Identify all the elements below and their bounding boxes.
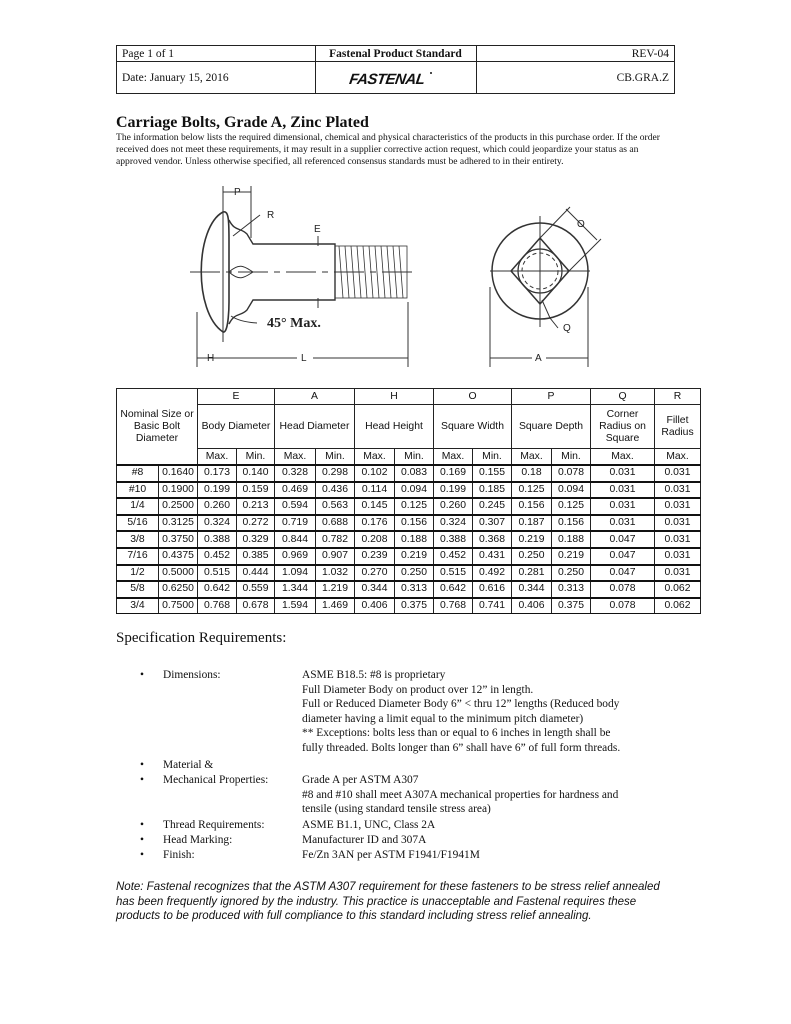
dimension-cell: 0.140 — [237, 465, 275, 482]
nominal-size-cell: 1/2 — [117, 565, 159, 582]
dimension-cell: 0.324 — [434, 515, 473, 532]
column-name: Head Diameter — [275, 405, 355, 449]
dimension-cell: 0.219 — [512, 531, 552, 548]
dimension-cell: 0.328 — [275, 465, 316, 482]
requirement-label: Finish: — [163, 849, 195, 861]
dimension-cell: 0.250 — [512, 548, 552, 565]
dimension-cell: 0.844 — [275, 531, 316, 548]
requirement-head-marking — [116, 833, 676, 848]
table-row — [117, 498, 701, 515]
dimension-cell: 0.250 — [395, 565, 434, 582]
dimension-cell: 0.688 — [316, 515, 355, 532]
column-name: Corner Radius on Square — [591, 405, 655, 449]
table-row — [117, 482, 701, 499]
dimension-cell: 0.239 — [355, 548, 395, 565]
dimension-cell: 0.031 — [655, 565, 701, 582]
dimension-cell: 0.375 — [395, 598, 434, 614]
requirement-line: fully threaded. Bolts longer than 6” shall have 6” of full form threads. — [302, 741, 621, 754]
dimension-cell: 0.559 — [237, 581, 275, 598]
dimension-cell: 0.298 — [316, 465, 355, 482]
dimension-cell: 0.452 — [198, 548, 237, 565]
intro-paragraph: The information below lists the required dimensional, chemical and physical characteristics of the products in this purchase order. If the order received does not meet these requirements, it may result in a supplier corrective action request, which could jeopardize your status as an approved vendor. Unless otherwise specified, all referenced consensus standards must be adhered to in their entirety. — [116, 132, 661, 168]
dimension-cell: 0.406 — [355, 598, 395, 614]
dimension-cell: 1.344 — [275, 581, 316, 598]
table-row — [117, 531, 701, 548]
dimension-cell: 1.094 — [275, 565, 316, 582]
column-name: Square Depth — [512, 405, 591, 449]
nominal-size-cell: 5/8 — [117, 581, 159, 598]
max-label: Max. — [512, 449, 552, 466]
dimension-cell: 0.515 — [198, 565, 237, 582]
svg-text:45° Max.: 45° Max. — [267, 316, 321, 331]
dimension-cell: 0.031 — [591, 465, 655, 482]
requirement-finish — [116, 848, 676, 863]
bolt-end-view-icon — [490, 207, 601, 367]
dimension-cell: 0.031 — [655, 548, 701, 565]
nominal-size-cell: #8 — [117, 465, 159, 482]
dimension-cell: 0.642 — [198, 581, 237, 598]
dimension-cell: 0.094 — [395, 482, 434, 499]
requirement-label: Thread Requirements: — [163, 819, 265, 831]
dimension-cell: 0.18 — [512, 465, 552, 482]
dimension-cell: 1.469 — [316, 598, 355, 614]
nominal-size-cell: 1/4 — [117, 498, 159, 515]
column-name: Head Height — [355, 405, 434, 449]
dimension-cell: 0.678 — [237, 598, 275, 614]
requirement-value: Fe/Zn 3AN per ASTM F1941/F1941M — [302, 849, 480, 861]
requirement-value — [302, 773, 702, 817]
dimension-cell: 0.388 — [198, 531, 237, 548]
dimension-cell: 0.078 — [552, 465, 591, 482]
dimension-cell: 0.047 — [591, 548, 655, 565]
dimension-cell: 0.368 — [473, 531, 512, 548]
requirement-line: Full or Reduced Diameter Body 6” < thru 12” lengths (Reduced body — [302, 698, 620, 711]
table-row — [117, 465, 701, 482]
dimension-cell: 0.031 — [591, 515, 655, 532]
dimension-cell: 0.5000 — [159, 565, 198, 582]
dimension-cell: 0.125 — [552, 498, 591, 515]
svg-text:Q: Q — [563, 323, 571, 334]
dimension-cell: 0.187 — [512, 515, 552, 532]
nominal-size-cell: 5/16 — [117, 515, 159, 532]
dimension-cell: 0.4375 — [159, 548, 198, 565]
dimension-cell: 0.768 — [198, 598, 237, 614]
dimension-cell: 0.324 — [198, 515, 237, 532]
dimension-cell: 0.444 — [237, 565, 275, 582]
requirement-mechanical — [116, 773, 676, 818]
requirement-value — [302, 668, 702, 756]
dimension-cell: 0.094 — [552, 482, 591, 499]
max-label: Max. — [355, 449, 395, 466]
dimension-cell: 0.969 — [275, 548, 316, 565]
dimension-cell: 0.281 — [512, 565, 552, 582]
dimension-cell: 0.199 — [198, 482, 237, 499]
specification-heading: Specification Requirements: — [116, 630, 287, 646]
column-letter: A — [275, 389, 355, 405]
requirement-line: ** Exceptions: bolts less than or equal to 6 inches in length shall be — [302, 727, 611, 740]
dimension-cell: 0.406 — [512, 598, 552, 614]
dimension-cell: 0.7500 — [159, 598, 198, 614]
bullet-icon: • — [140, 669, 144, 681]
dimension-cell: 0.642 — [434, 581, 473, 598]
svg-text:P: P — [234, 187, 241, 198]
dimension-cell: 0.375 — [552, 598, 591, 614]
column-letter: P — [512, 389, 591, 405]
dimension-cell: 0.616 — [473, 581, 512, 598]
requirement-label: Material & — [163, 759, 214, 771]
table-body — [117, 465, 701, 614]
nominal-size-cell: #10 — [117, 482, 159, 499]
column-letter: H — [355, 389, 434, 405]
requirement-line: Full Diameter Body on product over 12” in length. — [302, 683, 534, 696]
max-label: Max. — [275, 449, 316, 466]
header-divider — [117, 61, 674, 62]
page-number: Page 1 of 1 — [122, 48, 175, 60]
dimension-cell: 0.176 — [355, 515, 395, 532]
requirement-line: diameter having a limit equal to the minimum pitch diameter) — [302, 712, 584, 725]
dimension-cell: 0.1900 — [159, 482, 198, 499]
dimension-cell: 0.469 — [275, 482, 316, 499]
table-letter-row — [117, 389, 701, 405]
dimension-cell: 0.173 — [198, 465, 237, 482]
requirement-value: Manufacturer ID and 307A — [302, 834, 427, 846]
dimension-cell: 0.3750 — [159, 531, 198, 548]
nominal-size-cell: 3/4 — [117, 598, 159, 614]
dimension-cell: 0.169 — [434, 465, 473, 482]
dimension-cell: 0.260 — [198, 498, 237, 515]
requirement-dimensions — [116, 668, 676, 758]
svg-text:E: E — [314, 224, 321, 235]
dimension-cell: 1.219 — [316, 581, 355, 598]
nominal-size-cell: 7/16 — [117, 548, 159, 565]
svg-text:H: H — [207, 353, 215, 364]
dimension-cell: 0.329 — [237, 531, 275, 548]
dimension-cell: 1.032 — [316, 565, 355, 582]
dimension-cell: 0.1640 — [159, 465, 198, 482]
revision: REV-04 — [631, 48, 669, 60]
svg-text:FASTENAL: FASTENAL — [349, 71, 426, 88]
dimension-cell: 0.125 — [512, 482, 552, 499]
part-code: CB.GRA.Z — [616, 72, 669, 84]
dimension-cell: 0.213 — [237, 498, 275, 515]
document-title: Carriage Bolts, Grade A, Zinc Plated — [116, 114, 369, 131]
table-row — [117, 515, 701, 532]
document-date: Date: January 15, 2016 — [122, 72, 229, 84]
dimension-cell: 0.2500 — [159, 498, 198, 515]
requirement-thread — [116, 818, 676, 833]
dimension-cell: 0.062 — [655, 598, 701, 614]
min-label: Min. — [552, 449, 591, 466]
dimension-cell: 0.6250 — [159, 581, 198, 598]
svg-text:O: O — [577, 219, 585, 230]
dimension-cell: 0.388 — [434, 531, 473, 548]
dimension-cell: 0.125 — [395, 498, 434, 515]
column-name: Fillet Radius — [655, 405, 701, 449]
min-label: Min. — [395, 449, 434, 466]
dimension-cell: 0.563 — [316, 498, 355, 515]
dimension-cell: 0.313 — [395, 581, 434, 598]
svg-text:A: A — [535, 353, 542, 364]
dimension-cell: 0.078 — [591, 581, 655, 598]
dimension-cell: 0.768 — [434, 598, 473, 614]
min-label: Min. — [473, 449, 512, 466]
requirement-line: Grade A per ASTM A307 — [302, 774, 419, 786]
max-label: Max. — [198, 449, 237, 466]
bullet-icon: • — [140, 759, 144, 771]
dimension-cell: 0.114 — [355, 482, 395, 499]
dimension-cell: 0.436 — [316, 482, 355, 499]
dimension-cell: 0.156 — [552, 515, 591, 532]
dimension-cell: 0.156 — [395, 515, 434, 532]
dimension-cell: 0.344 — [512, 581, 552, 598]
bullet-icon: • — [140, 774, 144, 786]
dimension-cell: 0.313 — [552, 581, 591, 598]
dimension-cell: 0.185 — [473, 482, 512, 499]
dimension-cell: 0.719 — [275, 515, 316, 532]
dimension-cell: 0.515 — [434, 565, 473, 582]
dimension-cell: 0.188 — [552, 531, 591, 548]
dimension-cell: 0.741 — [473, 598, 512, 614]
dimension-cell: 0.307 — [473, 515, 512, 532]
dimension-cell: 0.594 — [275, 498, 316, 515]
bolt-side-view-icon — [190, 186, 415, 367]
column-letter: O — [434, 389, 512, 405]
dimension-cell: 0.145 — [355, 498, 395, 515]
dimension-cell: 0.102 — [355, 465, 395, 482]
max-label: Max. — [434, 449, 473, 466]
dimension-cell: 0.047 — [591, 565, 655, 582]
table-maxmin-row — [117, 449, 701, 466]
dimension-cell: 0.385 — [237, 548, 275, 565]
dimension-cell: 0.344 — [355, 581, 395, 598]
dimension-cell: 0.188 — [395, 531, 434, 548]
annealing-note: Note: Fastenal recognizes that the ASTM A307 requirement for these fasteners to be stress relief annealed has been frequently ignored by the industry. This practice is unacceptable and Fastenal requires these products to be produced with full compliance to this standard including stress relief annealing. — [116, 881, 660, 922]
table-row — [117, 581, 701, 598]
dimension-cell: 0.208 — [355, 531, 395, 548]
dimension-cell: 0.031 — [655, 515, 701, 532]
dimension-cell: 0.431 — [473, 548, 512, 565]
table-row — [117, 565, 701, 582]
dimension-cell: 0.031 — [655, 482, 701, 499]
dimension-cell: 0.062 — [655, 581, 701, 598]
dimension-cell: 0.031 — [655, 498, 701, 515]
nominal-size-cell: 3/8 — [117, 531, 159, 548]
standard-title: Fastenal Product Standard — [329, 48, 462, 60]
dimensions-table — [116, 388, 701, 614]
dimension-cell: 0.199 — [434, 482, 473, 499]
column-name: Body Diameter — [198, 405, 275, 449]
dimension-cell: 0.047 — [591, 531, 655, 548]
requirement-line: ASME B18.5: #8 is proprietary — [302, 669, 446, 681]
requirement-value: ASME B1.1, UNC, Class 2A — [302, 819, 436, 831]
requirement-label: Mechanical Properties: — [163, 774, 269, 786]
dimension-cell: 0.156 — [512, 498, 552, 515]
dimension-cell: 0.031 — [655, 465, 701, 482]
table-name-row — [117, 405, 701, 449]
dimension-cell: 0.452 — [434, 548, 473, 565]
dimension-cell: 0.219 — [552, 548, 591, 565]
max-label: Max. — [591, 449, 655, 466]
fastenal-logo — [349, 68, 433, 88]
dimension-cell: 0.782 — [316, 531, 355, 548]
dimension-cell: 0.907 — [316, 548, 355, 565]
dimension-cell: 0.492 — [473, 565, 512, 582]
dimension-cell: 0.159 — [237, 482, 275, 499]
requirement-line: tensile (using standard tensile stress area) — [302, 803, 491, 816]
dimension-cell: 1.594 — [275, 598, 316, 614]
header-divider — [476, 46, 477, 93]
min-label: Min. — [237, 449, 275, 466]
column-letter: E — [198, 389, 275, 405]
dimension-cell: 0.272 — [237, 515, 275, 532]
table-row — [117, 548, 701, 565]
dimension-cell: 0.031 — [655, 531, 701, 548]
dimension-cell: 0.031 — [591, 482, 655, 499]
svg-text:R: R — [267, 210, 275, 221]
column-letter: Q — [591, 389, 655, 405]
max-label: Max. — [655, 449, 701, 466]
nominal-size-header: Nominal Size or Basic Bolt Diameter — [117, 389, 198, 466]
min-label: Min. — [316, 449, 355, 466]
bolt-diagram — [185, 182, 625, 377]
bullet-icon: • — [140, 849, 144, 861]
requirement-material — [116, 758, 676, 773]
document-header — [116, 45, 675, 94]
dimension-cell: 0.031 — [591, 498, 655, 515]
requirement-label: Head Marking: — [163, 834, 233, 846]
bullet-icon: • — [140, 819, 144, 831]
column-name: Square Width — [434, 405, 512, 449]
dimension-cell: 0.155 — [473, 465, 512, 482]
dimension-cell: 0.250 — [552, 565, 591, 582]
dimension-cell: 0.260 — [434, 498, 473, 515]
requirement-line: #8 and #10 shall meet A307A mechanical properties for hardness and — [302, 788, 619, 801]
column-letter: R — [655, 389, 701, 405]
dimension-cell: 0.083 — [395, 465, 434, 482]
dimension-cell: 0.3125 — [159, 515, 198, 532]
dimension-cell: 0.245 — [473, 498, 512, 515]
dimension-cell: 0.219 — [395, 548, 434, 565]
table-row — [117, 598, 701, 614]
dimension-cell: 0.078 — [591, 598, 655, 614]
svg-text:L: L — [301, 353, 307, 364]
dimension-cell: 0.270 — [355, 565, 395, 582]
requirement-label: Dimensions: — [163, 669, 221, 681]
bullet-icon: • — [140, 834, 144, 846]
